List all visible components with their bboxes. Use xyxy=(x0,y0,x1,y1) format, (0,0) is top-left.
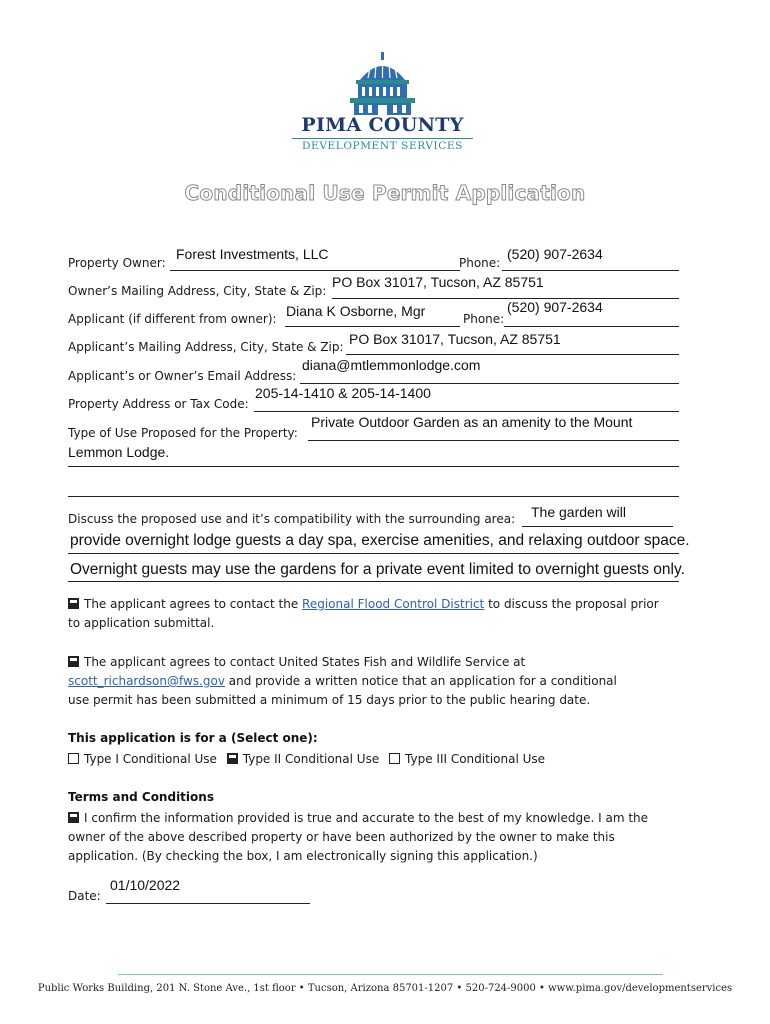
discuss-field-3[interactable]: Overnight guests may use the gardens for a private event limited to overnight guests only. xyxy=(70,561,685,578)
email-line xyxy=(300,383,679,384)
type-option-2[interactable] xyxy=(227,752,379,766)
type-3-label: Type III Conditional Use xyxy=(405,752,546,766)
discuss-label: Discuss the proposed use and it’s compatibility with the surrounding area: xyxy=(68,512,516,526)
use-field-2[interactable]: Lemmon Lodge. xyxy=(68,444,170,460)
type-option-3[interactable] xyxy=(389,752,545,766)
applicant-label: Applicant (if different from owner): xyxy=(68,312,277,326)
applicant-address-field[interactable]: PO Box 31017, Tucson, AZ 85751 xyxy=(349,331,561,347)
discuss-line-1 xyxy=(522,526,673,527)
date-field[interactable]: 01/10/2022 xyxy=(110,877,181,893)
date-label: Date: xyxy=(68,889,101,903)
flood-agreement-line2: to application submittal. xyxy=(68,616,215,630)
flood-control-link[interactable]: Regional Flood Control District xyxy=(302,597,485,611)
flood-agreement-text: The applicant agrees to contact the xyxy=(84,597,303,611)
type-option-1[interactable] xyxy=(68,752,217,766)
footer-divider xyxy=(118,974,663,975)
fws-agreement-line3: use permit has been submitted a minimum of 15 days prior to the public hearing date. xyxy=(68,693,591,707)
pima-county-logo xyxy=(290,50,475,160)
terms-line2: owner of the above described property or have been authorized by the owner to make this xyxy=(68,830,615,844)
email-field[interactable]: diana@mtlemmonlodge.com xyxy=(302,357,481,373)
owner-field-line xyxy=(170,270,460,271)
property-label: Property Address or Tax Code: xyxy=(68,397,249,411)
use-field-1[interactable]: Private Outdoor Garden as an amenity to the Mount xyxy=(311,414,633,430)
type-2-label: Type II Conditional Use xyxy=(242,752,380,766)
applicant-phone-label: Phone: xyxy=(463,312,505,326)
date-line xyxy=(106,903,310,904)
fws-agreement-checkbox[interactable] xyxy=(68,656,79,667)
owner-phone-line xyxy=(502,270,679,271)
use-label: Type of Use Proposed for the Property: xyxy=(68,426,298,440)
type-3-checkbox[interactable] xyxy=(389,753,400,764)
terms-text xyxy=(68,809,688,866)
type-select-options xyxy=(68,750,545,769)
owner-address-label: Owner’s Mailing Address, City, State & Zip: xyxy=(68,284,327,298)
use-line-1 xyxy=(308,440,679,441)
applicant-line xyxy=(285,326,460,327)
applicant-field[interactable]: Diana K Osborne, Mgr xyxy=(286,303,426,319)
discuss-line-3 xyxy=(68,581,679,582)
owner-address-line xyxy=(332,298,679,299)
type-2-checkbox[interactable] xyxy=(227,753,238,764)
type-select-heading: This application is for a (Select one): xyxy=(68,731,318,745)
discuss-field-1[interactable]: The garden will xyxy=(531,504,626,520)
owner-address-field[interactable]: PO Box 31017, Tucson, AZ 85751 xyxy=(332,274,544,290)
fws-agreement-line1: The applicant agrees to contact United States Fish and Wildlife Service at xyxy=(84,655,526,669)
terms-line3: application. (By checking the box, I am electronically signing this application.) xyxy=(68,849,538,863)
owner-phone-label: Phone: xyxy=(459,256,501,270)
type-1-checkbox[interactable] xyxy=(68,753,79,764)
terms-heading: Terms and Conditions xyxy=(68,790,214,804)
org-subtitle: DEVELOPMENT SERVICES xyxy=(302,140,463,152)
fws-agreement-line2: and provide a written notice that an application for a conditional xyxy=(224,674,617,688)
discuss-line-2 xyxy=(68,553,679,554)
terms-line1: I confirm the information provided is true and accurate to the best of my knowledge. I am the xyxy=(84,811,649,825)
flood-agreement-checkbox[interactable] xyxy=(68,598,79,609)
applicant-phone-field[interactable]: (520) 907-2634 xyxy=(507,299,603,315)
owner-phone-field[interactable]: (520) 907-2634 xyxy=(507,246,603,262)
type-1-label: Type I Conditional Use xyxy=(84,752,217,766)
email-label: Applicant’s or Owner’s Email Address: xyxy=(68,369,297,383)
flood-agreement xyxy=(68,595,688,633)
dome-icon xyxy=(290,50,475,118)
footer-text: Public Works Building, 201 N. Stone Ave., 1st floor • Tucson, Arizona 85701-1207 • 520-724-9000 • www.pima.gov/developmentservices xyxy=(37,983,733,994)
org-name: PIMA COUNTY xyxy=(301,114,464,136)
owner-field[interactable]: Forest Investments, LLC xyxy=(176,246,329,262)
fws-email-link[interactable]: scott_richardson@fws.gov xyxy=(68,674,225,688)
discuss-field-2[interactable]: provide overnight lodge guests a day spa, exercise amenities, and relaxing outdoor space. xyxy=(70,532,690,549)
property-line xyxy=(254,411,679,412)
applicant-address-line xyxy=(346,354,679,355)
applicant-phone-line xyxy=(504,326,679,327)
terms-checkbox[interactable] xyxy=(68,812,79,823)
owner-label: Property Owner: xyxy=(68,256,166,270)
property-field[interactable]: 205-14-1410 & 205-14-1400 xyxy=(255,385,431,401)
fws-agreement xyxy=(68,653,688,710)
logo-divider xyxy=(292,138,473,139)
page-title: Conditional Use Permit Application xyxy=(184,181,586,205)
flood-agreement-text-end: to discuss the proposal prior xyxy=(484,597,659,611)
use-line-3 xyxy=(68,496,679,497)
use-line-2 xyxy=(68,466,679,467)
applicant-address-label: Applicant’s Mailing Address, City, State & Zip: xyxy=(68,340,344,354)
